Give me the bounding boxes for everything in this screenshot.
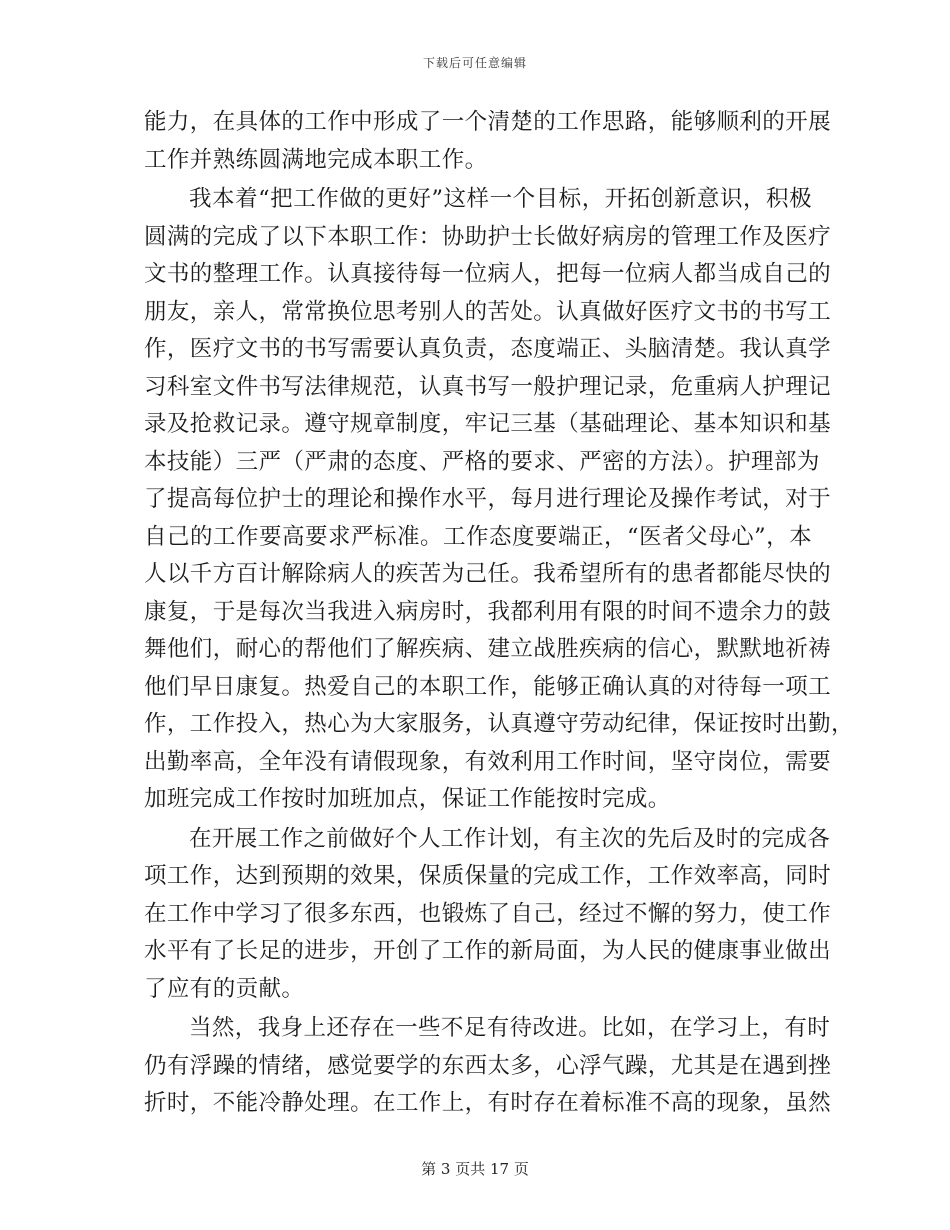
text-line: 作，工作投入，热心为大家服务，认真遵守劳动纪律，保证按时出勤， <box>144 711 854 737</box>
text-line: 当然，我身上还存在一些不足有待改进。比如，在学习上，有时 <box>189 1015 831 1041</box>
text-line: 工作并熟练圆满地完成本职工作。 <box>144 146 488 173</box>
text-line: 加班完成工作按时加班加点，保证工作能按时完成。 <box>144 786 671 812</box>
text-line: 我本着“把工作做的更好”这样一个目标，开拓创新意识，积极 <box>189 186 812 212</box>
paragraph <box>144 104 832 179</box>
text-line: 圆满的完成了以下本职工作：协助护士长做好病房的管理工作及医疗 <box>144 223 832 250</box>
text-line: 康复，于是每次当我进入病房时，我都利用有限的时间不遗余力的鼓 <box>144 598 832 625</box>
paragraph <box>144 181 854 819</box>
paragraph <box>144 1010 832 1123</box>
text-line: 录及抢救记录。遵守规章制度，牢记三基（基础理论、基本知识和基 <box>144 411 832 437</box>
text-line: 文书的整理工作。认真接待每一位病人，把每一位病人都当成自己的 <box>144 261 832 287</box>
text-line: 在开展工作之前做好个人工作计划，有主次的先后及时的完成各 <box>189 825 831 852</box>
document-body <box>144 104 854 1125</box>
page-footer: 第 3 页共 17 页 <box>421 1160 529 1178</box>
text-line: 自己的工作要高要求严标准。工作态度要端正，“医者父母心”，本 <box>144 523 812 550</box>
text-line: 了应有的贡献。 <box>144 975 305 1002</box>
page-header: 下载后可任意编辑 <box>422 56 527 70</box>
text-line: 朋友，亲人，常常换位思考别人的苦处。认真做好医疗文书的书写工 <box>144 298 832 325</box>
text-line: 仍有浮躁的情绪，感觉要学的东西太多，心浮气躁，尤其是在遇到挫 <box>144 1052 832 1079</box>
text-line: 习科室文件书写法律规范，认真书写一般护理记录，危重病人护理记 <box>144 373 832 400</box>
text-line: 他们早日康复。热爱自己的本职工作，能够正确认真的对待每一项工 <box>144 673 832 700</box>
text-line: 出勤率高，全年没有请假现象，有效利用工作时间，坚守岗位，需要 <box>144 748 832 775</box>
text-line: 作，医疗文书的书写需要认真负责，态度端正、头脑清楚。我认真学 <box>144 336 832 362</box>
text-line: 本技能）三严（严肃的态度、严格的要求、严密的方法）。护理部为 <box>144 448 820 475</box>
text-line: 水平有了长足的进步，开创了工作的新局面，为人民的健康事业做出 <box>144 938 832 964</box>
text-line: 折时，不能冷静处理。在工作上，有时存在着标准不高的现象，虽然 <box>144 1090 832 1116</box>
text-line: 舞他们，耐心的帮他们了解疾病、建立战胜疾病的信心，默默地祈祷 <box>144 636 832 662</box>
text-line: 能力，在具体的工作中形成了一个清楚的工作思路，能够顺利的开展 <box>144 109 832 135</box>
text-line: 人以千方百计解除病人的疾苦为己任。我希望所有的患者都能尽快的 <box>144 561 832 587</box>
paragraph <box>144 821 832 1009</box>
text-line: 项工作，达到预期的效果，保质保量的完成工作，工作效率高，同时 <box>144 863 832 889</box>
text-line: 在工作中学习了很多东西，也锻炼了自己，经过不懈的努力，使工作 <box>144 900 832 927</box>
text-line: 了提高每位护士的理论和操作水平，每月进行理论及操作考试，对于 <box>144 486 832 512</box>
